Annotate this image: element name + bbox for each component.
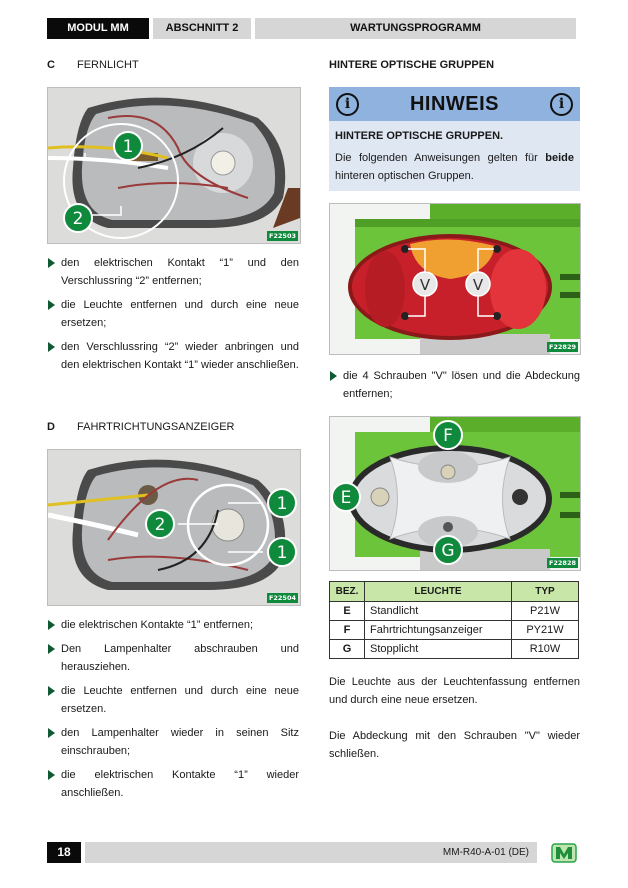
rear-lamp-bulbs-illustration: [330, 417, 580, 570]
svg-text:2: 2: [154, 515, 166, 535]
list-item: die Leuchte entfernen und durch eine neue ersetzen;: [47, 296, 299, 332]
section-title: FAHRTRICHTUNGSANZEIGER: [77, 421, 235, 433]
turn-signal-lamp-illustration: [48, 450, 300, 605]
callout-v-left: [413, 272, 437, 296]
photo-turn-signal: [47, 449, 301, 606]
note-heading: HINTERE OPTISCHE GRUPPEN.: [335, 130, 504, 142]
paragraph-replace-bulb: Die Leuchte aus der Leuchtenfassung entfernen und durch eine neue ersetzen.: [329, 676, 580, 706]
page-footer: [47, 842, 577, 863]
table-row: [330, 602, 579, 621]
document-code: MM-R40-A-01 (DE): [85, 842, 537, 863]
list-item: die Leuchte entfernen und durch eine neue ersetzen.: [47, 682, 299, 718]
cell-typ: P21W: [512, 602, 579, 621]
table-header-row: [330, 582, 579, 602]
note-header: [329, 87, 580, 121]
cell-bez: G: [330, 640, 365, 659]
callout-1-bottom: [268, 538, 296, 566]
section-c-heading: [47, 59, 139, 71]
svg-text:1: 1: [276, 494, 288, 514]
svg-text:1: 1: [276, 543, 288, 563]
figure-id: F22829: [548, 343, 576, 351]
high-beam-lamp-illustration: [48, 88, 300, 243]
svg-text:F: F: [443, 426, 453, 446]
table-row: [330, 621, 579, 640]
column-header: LEUCHTE: [365, 582, 512, 602]
callout-f: [434, 421, 462, 449]
svg-text:2: 2: [72, 209, 84, 229]
callout-1-top: [268, 489, 296, 517]
cell-leuchte: Standlicht: [365, 602, 512, 621]
svg-text:G: G: [441, 541, 455, 561]
table-row: [330, 640, 579, 659]
steps-list-right: [329, 367, 580, 409]
info-icon: i: [336, 93, 359, 116]
page-header: [47, 18, 576, 39]
callout-v-right: [466, 272, 490, 296]
page-number: 18: [47, 842, 81, 863]
module-label: MODUL MM: [47, 18, 149, 39]
callout-2: [146, 510, 174, 538]
figure-id: F22504: [268, 594, 296, 602]
bulb-table: [329, 581, 579, 659]
cell-bez: E: [330, 602, 365, 621]
note-box: [329, 87, 580, 191]
brand-logo-icon: [551, 843, 577, 863]
svg-text:1: 1: [122, 137, 134, 157]
list-item: Den Lampenhalter abschrauben und herausziehen.: [47, 640, 299, 676]
note-text-part: Die folgenden Anweisungen gelten für: [335, 152, 546, 164]
section-d-heading: [47, 421, 234, 433]
right-section-title: HINTERE OPTISCHE GRUPPEN: [329, 59, 495, 71]
list-item: den Lampenhalter wieder in seinen Sitz einschrauben;: [47, 724, 299, 760]
steps-list-c: [47, 254, 299, 380]
column-header: BEZ.: [330, 582, 365, 602]
list-item: den Verschlussring “2” wieder anbringen und den elektrischen Kontakt “1” wieder anschließen.: [47, 338, 299, 374]
svg-text:E: E: [340, 488, 352, 508]
cell-leuchte: Fahrtrichtungsanzeiger: [365, 621, 512, 640]
column-header: TYP: [512, 582, 579, 602]
paragraph-close-cover: Die Abdeckung mit den Schrauben "V" wieder schließen.: [329, 730, 580, 760]
chapter-label: WARTUNGSPROGRAMM: [255, 18, 576, 39]
cell-leuchte: Stopplicht: [365, 640, 512, 659]
rear-lamp-cover-illustration: [330, 204, 580, 354]
list-item: die elektrischen Kontakte “1” wieder anschließen.: [47, 766, 299, 802]
photo-rear-lamp-open: [329, 416, 581, 571]
info-icon: i: [550, 93, 573, 116]
steps-list-d: [47, 616, 299, 808]
section-letter: C: [47, 59, 55, 71]
section-label: ABSCHNITT 2: [153, 18, 251, 39]
svg-text:V: V: [419, 276, 431, 294]
callout-g: [434, 536, 462, 564]
photo-rear-lamp-cover: [329, 203, 581, 355]
note-text-part: hinteren optischen Gruppen.: [335, 170, 474, 182]
callout-2: [64, 204, 92, 232]
photo-high-beam: [47, 87, 301, 244]
list-item: den elektrischen Kontakt “1” und den Verschlussring “2” entfernen;: [47, 254, 299, 290]
cell-bez: F: [330, 621, 365, 640]
callout-e: [332, 483, 360, 511]
figure-id: F22503: [268, 232, 296, 240]
list-item: die elektrischen Kontakte “1” entfernen;: [47, 616, 299, 634]
section-title: FERNLICHT: [77, 59, 139, 71]
note-text: [335, 149, 574, 185]
list-item: die 4 Schrauben "V" lösen und die Abdeckung entfernen;: [329, 367, 580, 403]
note-body: [329, 121, 580, 191]
figure-id: F22828: [548, 559, 576, 567]
note-text-emphasis: beide: [545, 152, 574, 164]
cell-typ: PY21W: [512, 621, 579, 640]
cell-typ: R10W: [512, 640, 579, 659]
note-label: HINWEIS: [409, 92, 500, 115]
svg-text:V: V: [472, 276, 484, 294]
callout-1: [114, 132, 142, 160]
section-letter: D: [47, 421, 55, 433]
